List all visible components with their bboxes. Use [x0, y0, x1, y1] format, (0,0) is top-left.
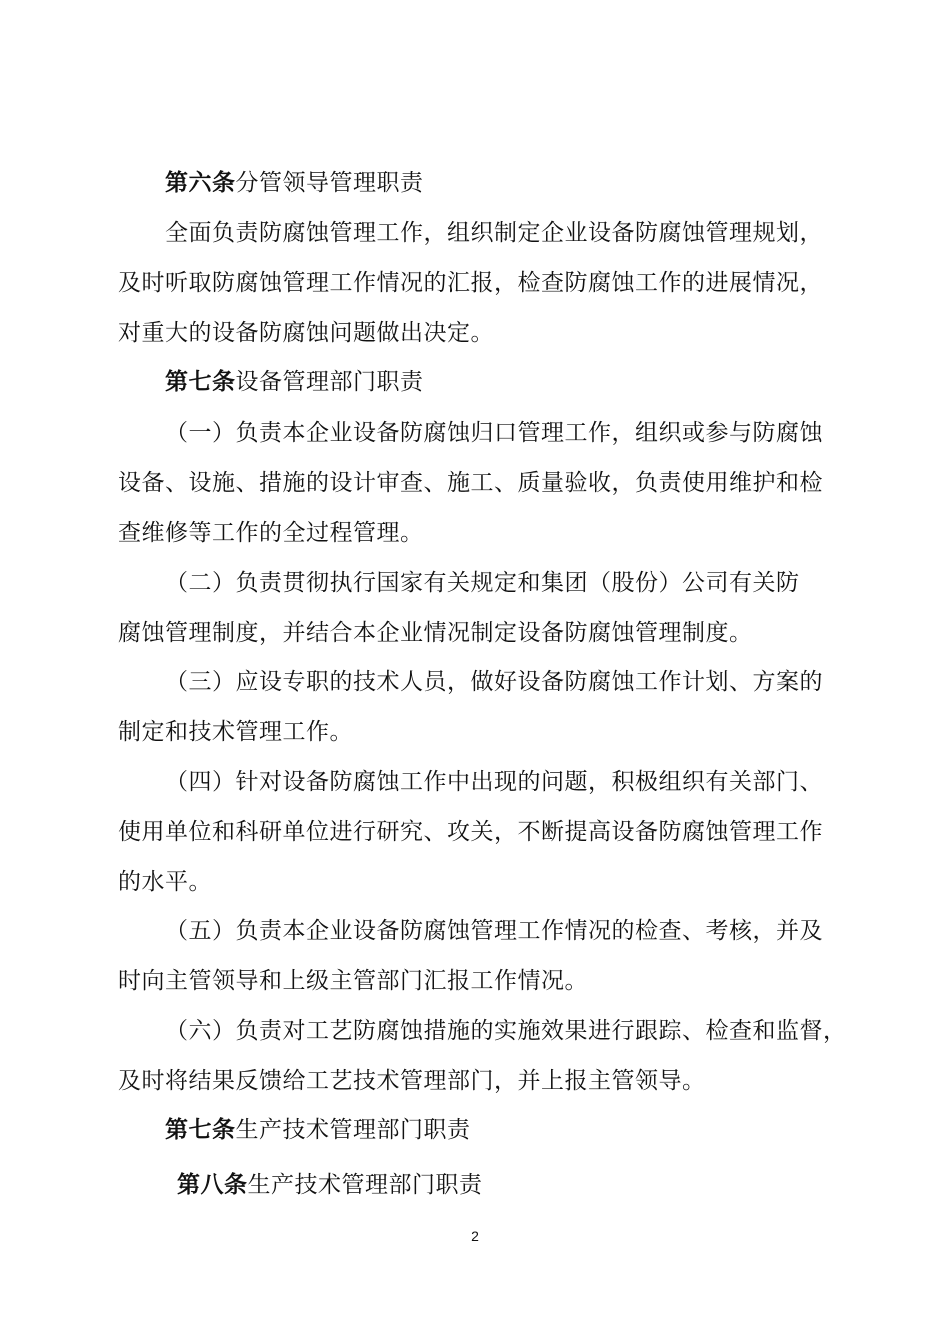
article-7-heading-repeat [165, 1115, 471, 1145]
paragraph-line: 制定和技术管理工作。 [118, 719, 353, 745]
article-number: 第七条 [165, 1117, 236, 1143]
paragraph-line: （二）负责贯彻执行国家有关规定和集团（股份）公司有关防 [165, 570, 800, 596]
paragraph-line: 对重大的设备防腐蚀问题做出决定。 [118, 320, 494, 346]
article-7-heading [165, 367, 424, 397]
paragraph-line: （六）负责对工艺防腐蚀措施的实施效果进行跟踪、检查和监督， [165, 1018, 847, 1044]
paragraph-line: 时向主管领导和上级主管部门汇报工作情况。 [118, 968, 588, 994]
article-8-heading [177, 1170, 483, 1200]
article-title: 设备管理部门职责 [235, 369, 424, 395]
article-title: 分管领导管理职责 [235, 170, 424, 196]
paragraph-line: （一）负责本企业设备防腐蚀归口管理工作，组织或参与防腐蚀 [165, 420, 823, 446]
article-number: 第六条 [165, 170, 236, 196]
paragraph-line: （四）针对设备防腐蚀工作中出现的问题，积极组织有关部门、 [165, 769, 823, 795]
paragraph-line: 及时将结果反馈给工艺技术管理部门，并上报主管领导。 [118, 1068, 706, 1094]
paragraph-line: 的水平。 [118, 869, 212, 895]
page-number: 2 [471, 1228, 479, 1244]
paragraph-line: 查维修等工作的全过程管理。 [118, 520, 424, 546]
paragraph-line: 使用单位和科研单位进行研究、攻关，不断提高设备防腐蚀管理工作 [118, 819, 823, 845]
paragraph-line: 设备、设施、措施的设计审查、施工、质量验收，负责使用维护和检 [118, 470, 823, 496]
paragraph-line: 全面负责防腐蚀管理工作，组织制定企业设备防腐蚀管理规划， [165, 220, 823, 246]
article-number: 第七条 [165, 369, 236, 395]
paragraph-line: 腐蚀管理制度，并结合本企业情况制定设备防腐蚀管理制度。 [118, 620, 753, 646]
paragraph-line: （三）应设专职的技术人员，做好设备防腐蚀工作计划、方案的 [165, 669, 823, 695]
article-title: 生产技术管理部门职责 [235, 1117, 471, 1143]
article-6-heading [165, 168, 424, 198]
paragraph-line: （五）负责本企业设备防腐蚀管理工作情况的检查、考核，并及 [165, 918, 823, 944]
article-title: 生产技术管理部门职责 [247, 1172, 483, 1198]
article-number: 第八条 [177, 1172, 248, 1198]
paragraph-line: 及时听取防腐蚀管理工作情况的汇报，检查防腐蚀工作的进展情况， [118, 270, 823, 296]
